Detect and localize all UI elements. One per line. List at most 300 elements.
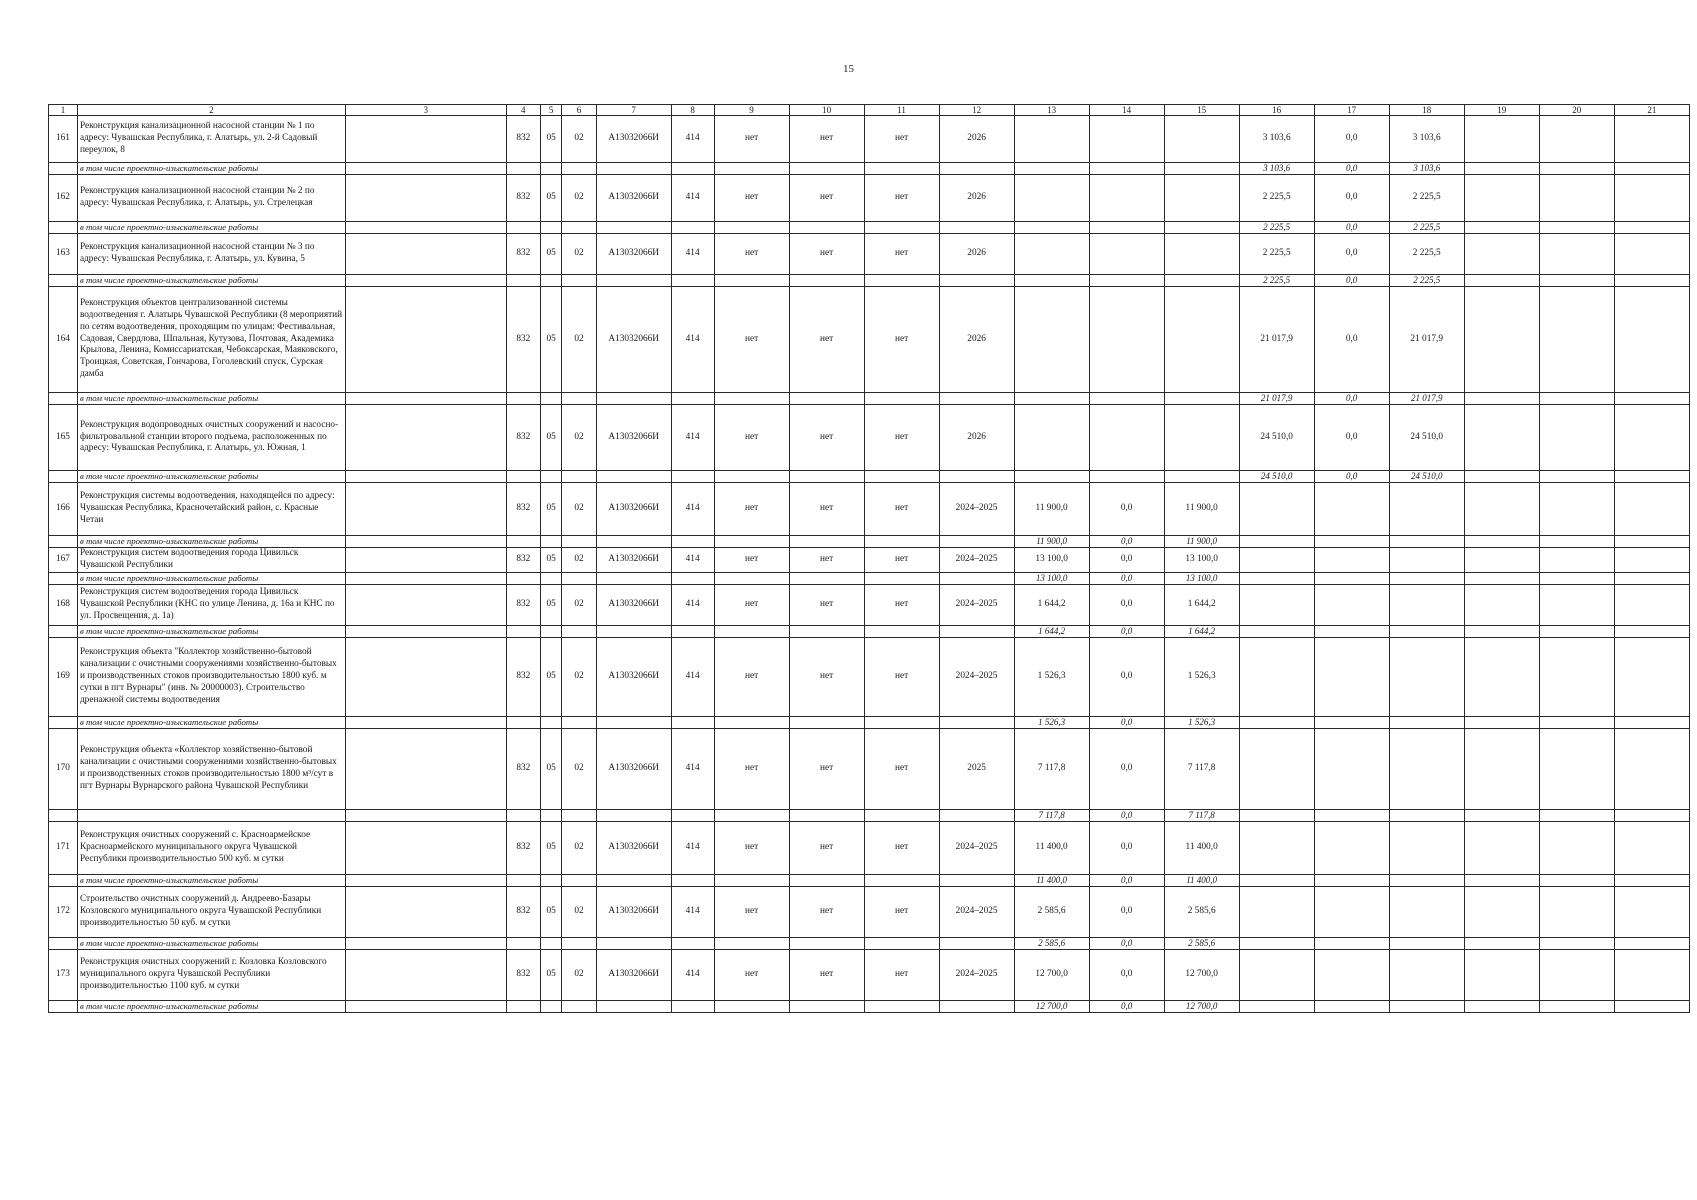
subtotal-number xyxy=(49,937,78,949)
cell-c4: 832 xyxy=(506,637,540,716)
subtotal-row xyxy=(49,536,1690,548)
header-cell: 8 xyxy=(671,105,714,116)
cell-c14 xyxy=(1089,287,1164,393)
object-description: Реконструкция систем водоотведения города Цивильск Чувашской Республики xyxy=(77,548,345,573)
subtotal-c13: 2 585,6 xyxy=(1014,937,1089,949)
cell-c4: 832 xyxy=(506,483,540,536)
subtotal-c13 xyxy=(1014,471,1089,483)
row-number: 173 xyxy=(49,949,78,1000)
cell-c17 xyxy=(1314,584,1389,625)
cell-c19 xyxy=(1464,584,1539,625)
row-number: 171 xyxy=(49,821,78,874)
cell-c20 xyxy=(1539,728,1614,809)
cell-c8: 414 xyxy=(671,728,714,809)
cell-c3 xyxy=(345,234,506,275)
subtotal-c15: 2 585,6 xyxy=(1164,937,1239,949)
cell-c17 xyxy=(1314,483,1389,536)
cell-c19 xyxy=(1464,287,1539,393)
subtotal-c14: 0,0 xyxy=(1089,572,1164,584)
subtotal-row xyxy=(49,625,1690,637)
cell-c21 xyxy=(1614,548,1689,573)
cell-c4: 832 xyxy=(506,287,540,393)
cell-c8: 414 xyxy=(671,483,714,536)
cell-c8: 414 xyxy=(671,234,714,275)
cell-c17: 0,0 xyxy=(1314,405,1389,471)
header-cell: 16 xyxy=(1239,105,1314,116)
cell-c18 xyxy=(1389,949,1464,1000)
header-cell: 7 xyxy=(596,105,671,116)
cell-c6: 02 xyxy=(562,405,596,471)
subtotal-c15 xyxy=(1164,471,1239,483)
subtotal-row xyxy=(49,393,1690,405)
cell-c21 xyxy=(1614,287,1689,393)
cell-c21 xyxy=(1614,175,1689,222)
subtotal-label: в том числе проектно-изыскательские работы xyxy=(77,471,345,483)
subtotal-label: в том числе проектно-изыскательские работы xyxy=(77,393,345,405)
subtotal-c13 xyxy=(1014,275,1089,287)
subtotal-row xyxy=(49,163,1690,175)
cell-c9: нет xyxy=(714,405,789,471)
cell-c6: 02 xyxy=(562,234,596,275)
cell-c15 xyxy=(1164,287,1239,393)
cell-c14: 0,0 xyxy=(1089,637,1164,716)
cell-c19 xyxy=(1464,116,1539,163)
page-number: 15 xyxy=(843,63,854,75)
subtotal-c17: 0,0 xyxy=(1314,393,1389,405)
cell-c11: нет xyxy=(864,483,939,536)
subtotal-c14: 0,0 xyxy=(1089,874,1164,886)
cell-c15: 12 700,0 xyxy=(1164,949,1239,1000)
subtotal-c14: 0,0 xyxy=(1089,716,1164,728)
subtotal-c18 xyxy=(1389,937,1464,949)
subtotal-c15: 11 900,0 xyxy=(1164,536,1239,548)
subtotal-c15 xyxy=(1164,275,1239,287)
cell-c6: 02 xyxy=(562,287,596,393)
cell-c18: 2 225,5 xyxy=(1389,175,1464,222)
table-row xyxy=(49,234,1690,275)
subtotal-c18 xyxy=(1389,874,1464,886)
cell-c3 xyxy=(345,949,506,1000)
row-number: 170 xyxy=(49,728,78,809)
subtotal-number xyxy=(49,471,78,483)
cell-c12: 2026 xyxy=(939,405,1014,471)
subtotal-c13: 12 700,0 xyxy=(1014,1000,1089,1012)
cell-c16 xyxy=(1239,886,1314,937)
cell-c17 xyxy=(1314,548,1389,573)
object-description: Реконструкция систем водоотведения города Цивильск Чувашской Республики (КНС по улице Ленина, д. 16а и КНС по ул. Просвещения, д. 1а) xyxy=(77,584,345,625)
subtotal-label: в том числе проектно-изыскательские работы xyxy=(77,874,345,886)
subtotal-label: в том числе проектно-изыскательские работы xyxy=(77,625,345,637)
cell-c10: нет xyxy=(789,821,864,874)
cell-c19 xyxy=(1464,886,1539,937)
cell-c9: нет xyxy=(714,821,789,874)
cell-c14: 0,0 xyxy=(1089,949,1164,1000)
subtotal-c17 xyxy=(1314,716,1389,728)
subtotal-c15: 7 117,8 xyxy=(1164,809,1239,821)
header-cell: 6 xyxy=(562,105,596,116)
cell-c6: 02 xyxy=(562,821,596,874)
cell-c16 xyxy=(1239,949,1314,1000)
cell-c10: нет xyxy=(789,637,864,716)
subtotal-c17 xyxy=(1314,1000,1389,1012)
cell-c9: нет xyxy=(714,234,789,275)
subtotal-number xyxy=(49,393,78,405)
subtotal-label: в том числе проектно-изыскательские работы xyxy=(77,716,345,728)
object-description: Реконструкция объектов централизованной системы водоотведения г. Алатырь Чувашской Республики (8 мероприятий по сетям водоотведения, проходящим по улицам: Фестивальная, Садовая, Свердлова, Шпальная, Кутузова, Почтовая, Академика Крылова, Ленина, Комиссариатская, Чебоксарская, Маяковского, Троицкая, Советская, Гончарова, Гоголевский спуск, Сурская дамба xyxy=(77,287,345,393)
cell-c17: 0,0 xyxy=(1314,287,1389,393)
cell-c10: нет xyxy=(789,175,864,222)
cell-c9: нет xyxy=(714,584,789,625)
cell-c10: нет xyxy=(789,728,864,809)
subtotal-c17: 0,0 xyxy=(1314,163,1389,175)
subtotal-c17 xyxy=(1314,937,1389,949)
subtotal-number xyxy=(49,874,78,886)
cell-c3 xyxy=(345,886,506,937)
table-body xyxy=(49,105,1690,1013)
cell-c13: 1 526,3 xyxy=(1014,637,1089,716)
cell-c13 xyxy=(1014,116,1089,163)
cell-c3 xyxy=(345,584,506,625)
cell-c7: А13032066И xyxy=(596,728,671,809)
table-row xyxy=(49,949,1690,1000)
cell-c7: А13032066И xyxy=(596,584,671,625)
object-description: Реконструкция водопроводных очистных сооружений и насосно-фильтровальной станции второго подъема, расположенных по адресу: Чувашская Республика, г. Алатырь, ул. Южная, 1 xyxy=(77,405,345,471)
subtotal-row xyxy=(49,222,1690,234)
header-cell: 14 xyxy=(1089,105,1164,116)
cell-c21 xyxy=(1614,234,1689,275)
subtotal-c17 xyxy=(1314,874,1389,886)
header-cell: 18 xyxy=(1389,105,1464,116)
subtotal-c13: 1 644,2 xyxy=(1014,625,1089,637)
cell-c14: 0,0 xyxy=(1089,728,1164,809)
cell-c17 xyxy=(1314,886,1389,937)
cell-c20 xyxy=(1539,584,1614,625)
subtotal-c14 xyxy=(1089,275,1164,287)
subtotal-c18 xyxy=(1389,536,1464,548)
cell-c20 xyxy=(1539,548,1614,573)
cell-c7: А13032066И xyxy=(596,548,671,573)
cell-c16 xyxy=(1239,548,1314,573)
cell-c5: 05 xyxy=(540,234,561,275)
cell-c11: нет xyxy=(864,728,939,809)
subtotal-c16 xyxy=(1239,937,1314,949)
cell-c11: нет xyxy=(864,548,939,573)
subtotal-c14: 0,0 xyxy=(1089,937,1164,949)
cell-c7: А13032066И xyxy=(596,405,671,471)
header-cell: 1 xyxy=(49,105,78,116)
object-description: Реконструкция канализационной насосной станции № 3 по адресу: Чувашская Республика, г. Алатырь, ул. Кувина, 5 xyxy=(77,234,345,275)
subtotal-c14: 0,0 xyxy=(1089,625,1164,637)
cell-c13: 11 900,0 xyxy=(1014,483,1089,536)
cell-c9: нет xyxy=(714,548,789,573)
cell-c15: 11 400,0 xyxy=(1164,821,1239,874)
subtotal-c18 xyxy=(1389,809,1464,821)
subtotal-number xyxy=(49,275,78,287)
cell-c18 xyxy=(1389,637,1464,716)
subtotal-label: в том числе проектно-изыскательские работы xyxy=(77,222,345,234)
subtotal-c14 xyxy=(1089,393,1164,405)
table-row xyxy=(49,175,1690,222)
cell-c19 xyxy=(1464,728,1539,809)
cell-c5: 05 xyxy=(540,116,561,163)
row-number: 168 xyxy=(49,584,78,625)
cell-c6: 02 xyxy=(562,728,596,809)
subtotal-row xyxy=(49,874,1690,886)
subtotal-c13 xyxy=(1014,163,1089,175)
cell-c17 xyxy=(1314,728,1389,809)
cell-c7: А13032066И xyxy=(596,287,671,393)
subtotal-number xyxy=(49,536,78,548)
cell-c11: нет xyxy=(864,637,939,716)
object-description: Реконструкция системы водоотведения, находящейся по адресу: Чувашская Республика, Красночетайский район, с. Красные Четаи xyxy=(77,483,345,536)
cell-c19 xyxy=(1464,483,1539,536)
subtotal-row xyxy=(49,275,1690,287)
header-cell: 5 xyxy=(540,105,561,116)
row-number: 172 xyxy=(49,886,78,937)
cell-c4: 832 xyxy=(506,116,540,163)
header-cell: 11 xyxy=(864,105,939,116)
header-cell: 13 xyxy=(1014,105,1089,116)
cell-c15 xyxy=(1164,116,1239,163)
cell-c5: 05 xyxy=(540,821,561,874)
cell-c19 xyxy=(1464,405,1539,471)
cell-c12: 2024–2025 xyxy=(939,548,1014,573)
subtotal-row xyxy=(49,1000,1690,1012)
cell-c19 xyxy=(1464,821,1539,874)
cell-c15: 1 526,3 xyxy=(1164,637,1239,716)
cell-c21 xyxy=(1614,637,1689,716)
cell-c20 xyxy=(1539,175,1614,222)
subtotal-row xyxy=(49,809,1690,821)
cell-c10: нет xyxy=(789,886,864,937)
object-description: Реконструкция объекта "Коллектор хозяйственно-бытовой канализации с очистными сооружениями хозяйственно-бытовых и производственных стоков производительностью 1800 куб. м сутки в пгт Вурнары" (инв. № 20000003). Строительство дренажной системы водоотведения xyxy=(77,637,345,716)
cell-c15: 11 900,0 xyxy=(1164,483,1239,536)
cell-c11: нет xyxy=(864,821,939,874)
cell-c10: нет xyxy=(789,116,864,163)
cell-c15: 1 644,2 xyxy=(1164,584,1239,625)
cell-c10: нет xyxy=(789,405,864,471)
header-cell: 19 xyxy=(1464,105,1539,116)
cell-c12: 2024–2025 xyxy=(939,637,1014,716)
subtotal-c14 xyxy=(1089,471,1164,483)
header-cell: 4 xyxy=(506,105,540,116)
cell-c4: 832 xyxy=(506,821,540,874)
cell-c8: 414 xyxy=(671,949,714,1000)
subtotal-c14: 0,0 xyxy=(1089,809,1164,821)
cell-c15: 13 100,0 xyxy=(1164,548,1239,573)
cell-c8: 414 xyxy=(671,584,714,625)
subtotal-c13: 1 526,3 xyxy=(1014,716,1089,728)
cell-c16 xyxy=(1239,728,1314,809)
row-number: 166 xyxy=(49,483,78,536)
subtotal-c17 xyxy=(1314,809,1389,821)
cell-c11: нет xyxy=(864,584,939,625)
subtotal-row xyxy=(49,471,1690,483)
subtotal-c13: 7 117,8 xyxy=(1014,809,1089,821)
cell-c5: 05 xyxy=(540,949,561,1000)
header-cell: 3 xyxy=(345,105,506,116)
cell-c21 xyxy=(1614,483,1689,536)
subtotal-c17 xyxy=(1314,536,1389,548)
cell-c20 xyxy=(1539,821,1614,874)
cell-c15 xyxy=(1164,405,1239,471)
subtotal-c14 xyxy=(1089,163,1164,175)
subtotal-c16: 24 510,0 xyxy=(1239,471,1314,483)
cell-c16: 3 103,6 xyxy=(1239,116,1314,163)
subtotal-c18: 3 103,6 xyxy=(1389,163,1464,175)
cell-c16 xyxy=(1239,483,1314,536)
cell-c18: 24 510,0 xyxy=(1389,405,1464,471)
cell-c9: нет xyxy=(714,637,789,716)
cell-c13: 12 700,0 xyxy=(1014,949,1089,1000)
object-description: Реконструкция очистных сооружений г. Козловка Козловского муниципального округа Чувашской Республики производительностью 1100 куб. м сутки xyxy=(77,949,345,1000)
cell-c12: 2024–2025 xyxy=(939,886,1014,937)
cell-c16 xyxy=(1239,584,1314,625)
cell-c3 xyxy=(345,483,506,536)
row-number: 163 xyxy=(49,234,78,275)
cell-c9: нет xyxy=(714,949,789,1000)
cell-c3 xyxy=(345,175,506,222)
cell-c10: нет xyxy=(789,548,864,573)
cell-c20 xyxy=(1539,234,1614,275)
cell-c5: 05 xyxy=(540,287,561,393)
cell-c4: 832 xyxy=(506,584,540,625)
header-cell: 20 xyxy=(1539,105,1614,116)
subtotal-label: в том числе проектно-изыскательские работы xyxy=(77,275,345,287)
subtotal-c15: 12 700,0 xyxy=(1164,1000,1239,1012)
subtotal-c15 xyxy=(1164,222,1239,234)
cell-c20 xyxy=(1539,886,1614,937)
subtotal-number xyxy=(49,625,78,637)
header-cell: 17 xyxy=(1314,105,1389,116)
cell-c7: А13032066И xyxy=(596,234,671,275)
cell-c8: 414 xyxy=(671,886,714,937)
cell-c6: 02 xyxy=(562,584,596,625)
table-row xyxy=(49,548,1690,573)
cell-c5: 05 xyxy=(540,548,561,573)
cell-c10: нет xyxy=(789,584,864,625)
cell-c5: 05 xyxy=(540,175,561,222)
cell-c11: нет xyxy=(864,886,939,937)
subtotal-row xyxy=(49,716,1690,728)
subtotal-row xyxy=(49,937,1690,949)
cell-c12: 2026 xyxy=(939,234,1014,275)
subtotal-c16: 2 225,5 xyxy=(1239,222,1314,234)
cell-c15 xyxy=(1164,234,1239,275)
subtotal-c15: 1 644,2 xyxy=(1164,625,1239,637)
subtotal-row xyxy=(49,572,1690,584)
subtotal-c13: 11 900,0 xyxy=(1014,536,1089,548)
cell-c18 xyxy=(1389,728,1464,809)
cell-c8: 414 xyxy=(671,821,714,874)
header-cell: 12 xyxy=(939,105,1014,116)
cell-c14: 0,0 xyxy=(1089,821,1164,874)
subtotal-c15 xyxy=(1164,163,1239,175)
cell-c16: 24 510,0 xyxy=(1239,405,1314,471)
table-row xyxy=(49,886,1690,937)
subtotal-c13: 11 400,0 xyxy=(1014,874,1089,886)
cell-c9: нет xyxy=(714,728,789,809)
header-cell: 9 xyxy=(714,105,789,116)
subtotal-c16 xyxy=(1239,625,1314,637)
cell-c5: 05 xyxy=(540,886,561,937)
cell-c18 xyxy=(1389,584,1464,625)
cell-c6: 02 xyxy=(562,116,596,163)
subtotal-c18 xyxy=(1389,716,1464,728)
cell-c7: А13032066И xyxy=(596,483,671,536)
row-number: 167 xyxy=(49,548,78,573)
cell-c20 xyxy=(1539,405,1614,471)
cell-c10: нет xyxy=(789,234,864,275)
investment-table xyxy=(48,104,1690,1013)
cell-c17: 0,0 xyxy=(1314,175,1389,222)
cell-c3 xyxy=(345,637,506,716)
cell-c18: 21 017,9 xyxy=(1389,287,1464,393)
cell-c12: 2026 xyxy=(939,175,1014,222)
cell-c5: 05 xyxy=(540,405,561,471)
subtotal-c16 xyxy=(1239,874,1314,886)
cell-c21 xyxy=(1614,728,1689,809)
subtotal-label: в том числе проектно-изыскательские работы xyxy=(77,572,345,584)
subtotal-c13 xyxy=(1014,393,1089,405)
cell-c10: нет xyxy=(789,287,864,393)
cell-c3 xyxy=(345,287,506,393)
cell-c21 xyxy=(1614,821,1689,874)
subtotal-label: в том числе проектно-изыскательские работы xyxy=(77,1000,345,1012)
cell-c7: А13032066И xyxy=(596,821,671,874)
cell-c15: 2 585,6 xyxy=(1164,886,1239,937)
cell-c18 xyxy=(1389,886,1464,937)
subtotal-label: в том числе проектно-изыскательские работы xyxy=(77,536,345,548)
subtotal-c14: 0,0 xyxy=(1089,1000,1164,1012)
row-number: 169 xyxy=(49,637,78,716)
cell-c4: 832 xyxy=(506,405,540,471)
cell-c17 xyxy=(1314,949,1389,1000)
cell-c8: 414 xyxy=(671,405,714,471)
cell-c3 xyxy=(345,728,506,809)
cell-c19 xyxy=(1464,234,1539,275)
object-description: Строительство очистных сооружений д. Андреево-Базары Козловского муниципального округа Чувашской Республики производительностью 50 куб. м сутки xyxy=(77,886,345,937)
subtotal-c18 xyxy=(1389,1000,1464,1012)
subtotal-number xyxy=(49,1000,78,1012)
cell-c13 xyxy=(1014,175,1089,222)
table-row xyxy=(49,821,1690,874)
cell-c9: нет xyxy=(714,483,789,536)
cell-c15 xyxy=(1164,175,1239,222)
cell-c6: 02 xyxy=(562,637,596,716)
cell-c21 xyxy=(1614,116,1689,163)
subtotal-c18: 24 510,0 xyxy=(1389,471,1464,483)
subtotal-c13: 13 100,0 xyxy=(1014,572,1089,584)
table-row xyxy=(49,405,1690,471)
cell-c5: 05 xyxy=(540,584,561,625)
cell-c5: 05 xyxy=(540,483,561,536)
cell-c18: 3 103,6 xyxy=(1389,116,1464,163)
subtotal-c16 xyxy=(1239,572,1314,584)
cell-c4: 832 xyxy=(506,886,540,937)
cell-c7: А13032066И xyxy=(596,949,671,1000)
header-cell: 2 xyxy=(77,105,345,116)
cell-c4: 832 xyxy=(506,728,540,809)
subtotal-c15: 13 100,0 xyxy=(1164,572,1239,584)
cell-c20 xyxy=(1539,116,1614,163)
cell-c21 xyxy=(1614,405,1689,471)
table-row xyxy=(49,584,1690,625)
subtotal-c15: 11 400,0 xyxy=(1164,874,1239,886)
subtotal-c18: 21 017,9 xyxy=(1389,393,1464,405)
table-row xyxy=(49,483,1690,536)
cell-c18 xyxy=(1389,548,1464,573)
